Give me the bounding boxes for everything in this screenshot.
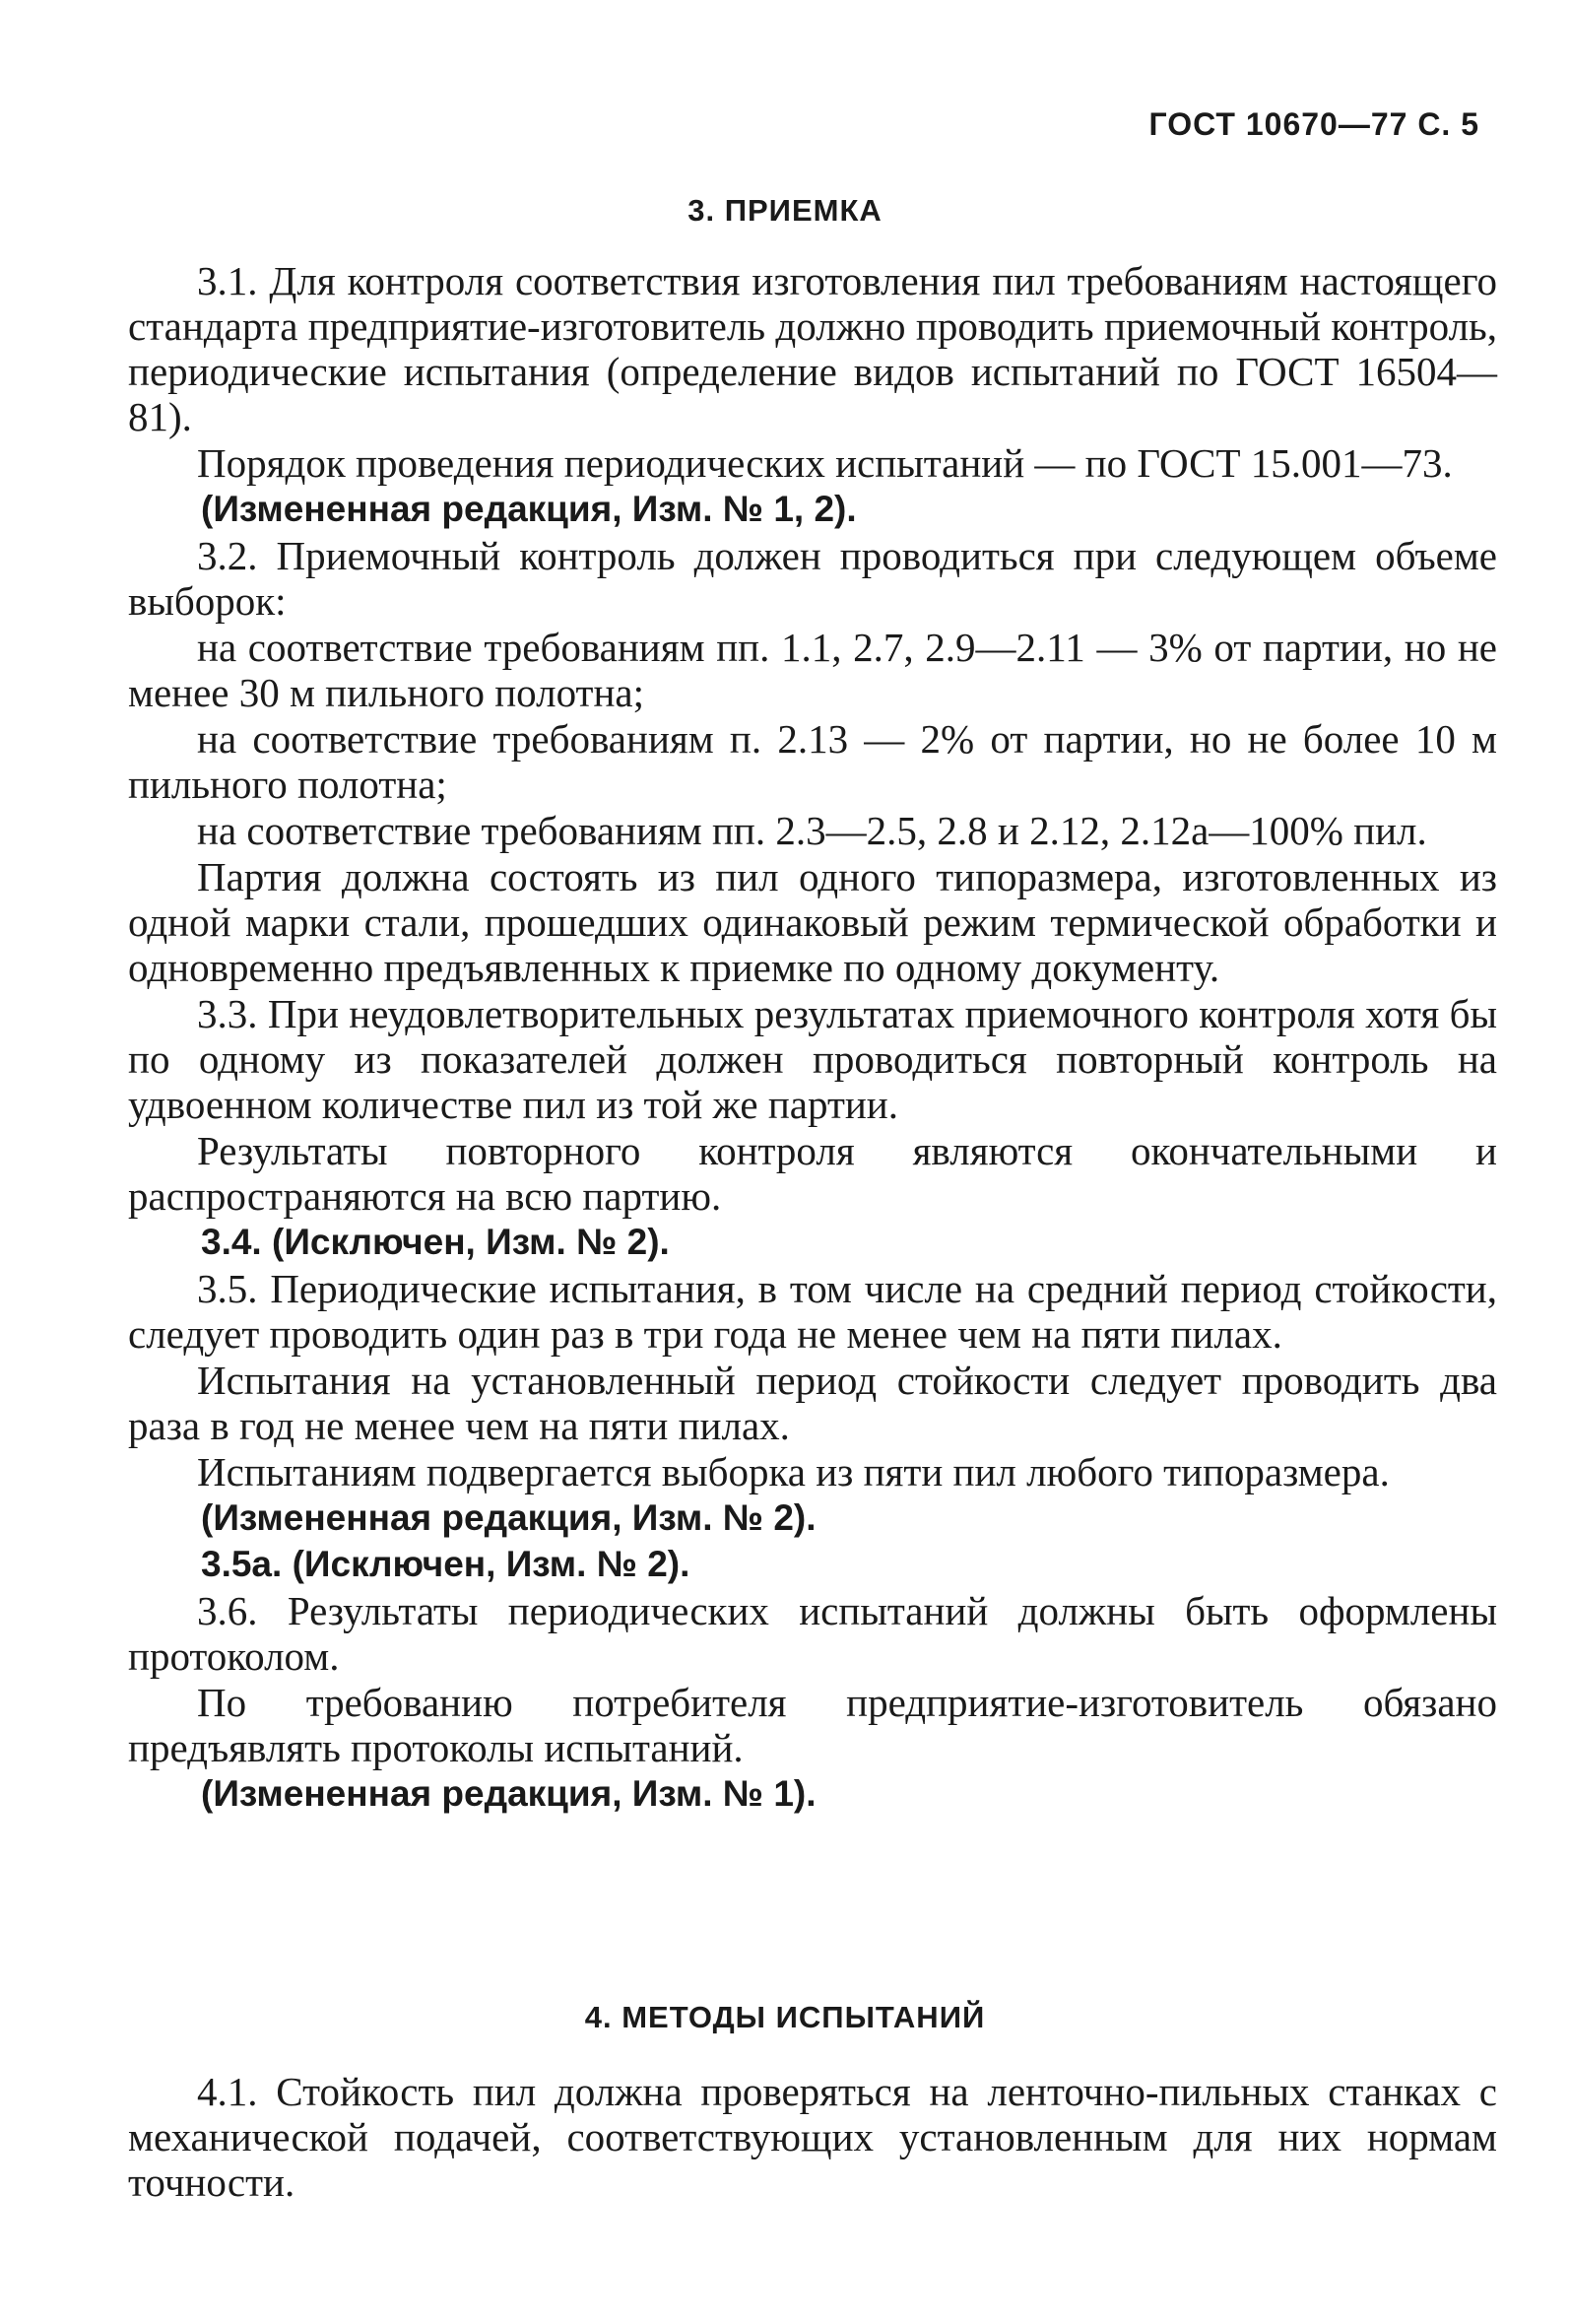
section-body-test-methods xyxy=(128,2069,1497,2206)
paragraph: на соответствие требованиям п. 2.13 — 2% от партии, но не более 10 м пильного полотна; xyxy=(128,716,1497,807)
paragraph: 3.2. Приемочный контроль должен проводиться при следующем объеме выборок: xyxy=(128,533,1497,624)
section-title-acceptance: 3. ПРИЕМКА xyxy=(687,193,883,228)
section-body-acceptance xyxy=(128,258,1497,1818)
paragraph: Испытания на установленный период стойкости следует проводить два раза в год не менее чем на пяти пилах. xyxy=(128,1358,1497,1448)
amendment-note: (Измененная редакция, Изм. № 2). xyxy=(201,1497,817,1538)
paragraph: на соответствие требованиям пп. 1.1, 2.7, 2.9—2.11 — 3% от партии, но не менее 30 м пильного полотна; xyxy=(128,625,1497,715)
paragraph: 4.1. Стойкость пил должна проверяться на ленточно-пильных станках с механической подачей, соответствующих установленным для них нормам точности. xyxy=(128,2069,1497,2205)
amendment-note: (Измененная редакция, Изм. № 1). xyxy=(201,1773,817,1814)
paragraph: 3.5. Периодические испытания, в том числе на средний период стойкости, следует проводить один раз в три года не менее чем на пяти пилах. xyxy=(128,1266,1497,1357)
paragraph: Результаты повторного контроля являются окончательными и распространяются на всю партию. xyxy=(128,1128,1497,1219)
page-header: ГОСТ 10670—77 С. 5 xyxy=(1148,106,1479,142)
paragraph: на соответствие требованиям пп. 2.3—2.5, 2.8 и 2.12, 2.12а—100% пил. xyxy=(197,808,1427,853)
paragraph: 3.6. Результаты периодических испытаний должны быть оформлены протоколом. xyxy=(128,1588,1497,1679)
amendment-note: 3.4. (Исключен, Изм. № 2). xyxy=(201,1222,670,1262)
section-title-test-methods: 4. МЕТОДЫ ИСПЫТАНИЙ xyxy=(584,2000,986,2034)
amendment-note: 3.5а. (Исключен, Изм. № 2). xyxy=(201,1544,690,1584)
paragraph: 3.1. Для контроля соответствия изготовления пил требованиям настоящего стандарта предприятие-изготовитель должно проводить приемочный контроль, периодические испытания (определение видов испытаний по ГОСТ 16504—81). xyxy=(128,258,1497,439)
paragraph: По требованию потребителя предприятие-изготовитель обязано предъявлять протоколы испытаний. xyxy=(128,1680,1497,1770)
paragraph: Испытаниям подвергается выборка из пяти пил любого типоразмера. xyxy=(197,1449,1390,1494)
paragraph: Партия должна состоять из пил одного типоразмера, изготовленных из одной марки стали, прошедших одинаковый режим термической обработки и одновременно предъявленных к приемке по одному документу. xyxy=(128,854,1497,990)
paragraph: 3.3. При неудовлетворительных результатах приемочного контроля хотя бы по одному из показателей должен проводиться повторный контроль на удвоенном количестве пил из той же партии. xyxy=(128,991,1497,1127)
amendment-note: (Измененная редакция, Изм. № 1, 2). xyxy=(201,489,857,529)
paragraph: Порядок проведения периодических испытаний — по ГОСТ 15.001—73. xyxy=(197,440,1453,486)
